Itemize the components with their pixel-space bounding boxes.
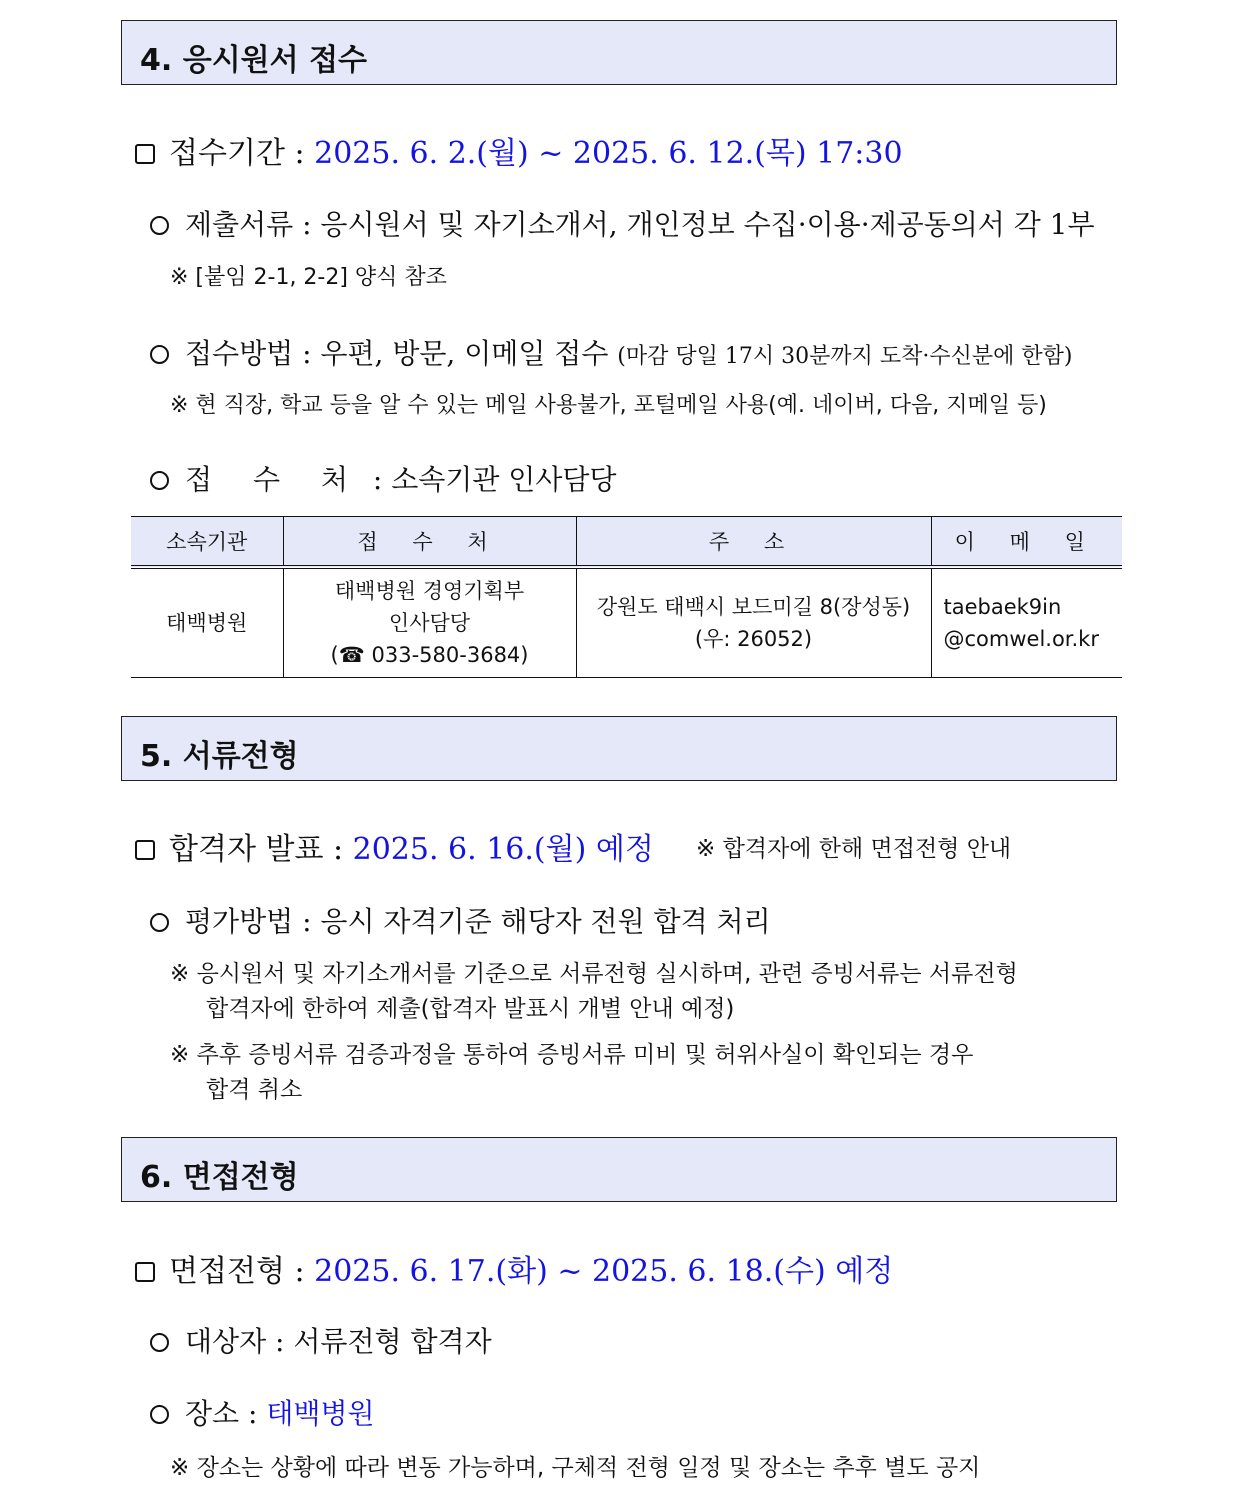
announce-note: ※ 합격자에 한해 면접전형 안내: [696, 836, 1012, 862]
target-text: 대상자 : 서류전형 합격자: [185, 1325, 492, 1358]
circle-bullet-icon: [150, 471, 169, 490]
target-row: [150, 1320, 492, 1360]
announce-label: 합격자 발표 :: [169, 832, 353, 867]
place-note: ※ 장소는 상황에 따라 변동 가능하며, 구체적 전형 일정 및 장소는 추후 별도 공지: [170, 1455, 981, 1481]
section-5-header: [121, 716, 1117, 781]
receiver-label: 접 수 처: [185, 463, 364, 496]
receipt-period-row: [135, 128, 903, 172]
circle-bullet-icon: [150, 216, 169, 235]
section-4-header: [121, 20, 1117, 85]
section-5-title: 5. 서류전형: [140, 739, 299, 774]
table-header-cell: 접 수 처: [283, 517, 576, 568]
org-cell: 태백병원: [131, 567, 283, 678]
eval-text: 평가방법 : 응시 자격기준 해당자 전원 합격 처리: [185, 905, 771, 938]
circle-bullet-icon: [150, 1333, 169, 1352]
receipt-period-label: 접수기간 :: [169, 136, 315, 171]
eval-row: [150, 900, 771, 940]
receiver-value: : 소속기관 인사담당: [363, 463, 617, 496]
receiver-row: [150, 458, 616, 498]
circle-bullet-icon: [150, 913, 169, 932]
eval-note-2-line-1: ※ 추후 증빙서류 검증과정을 통하여 증빙서류 미비 및 허위사실이 확인되는 경우: [170, 1042, 974, 1068]
place-row: [150, 1392, 375, 1432]
section-6-header: [121, 1137, 1117, 1202]
table-row: [131, 567, 1122, 678]
square-bullet-icon: [135, 144, 155, 164]
eval-note-1-line-2: 합격자에 한하여 제출(합격자 발표시 개별 안내 예정): [206, 996, 735, 1022]
documents-text: 제출서류 : 응시원서 및 자기소개서, 개인정보 수집·이용·제공동의서 각 1부: [185, 208, 1095, 241]
table-header-cell: 주 소: [576, 517, 931, 568]
method-note: ※ 현 직장, 학교 등을 알 수 있는 메일 사용불가, 포털메일 사용(예. 네이버, 다음, 지메일 등): [170, 393, 1047, 418]
section-6-title: 6. 면접전형: [140, 1160, 299, 1195]
section-4-title: 4. 응시원서 접수: [140, 43, 368, 78]
circle-bullet-icon: [150, 1405, 169, 1424]
announce-value: 2025. 6. 16.(월) 예정: [352, 832, 654, 867]
place-label: 장소 :: [185, 1397, 267, 1430]
table-header-row: [131, 517, 1122, 568]
documents-note: ※ [붙임 2-1, 2-2] 양식 참조: [170, 265, 447, 290]
interview-label: 면접전형 :: [169, 1254, 315, 1289]
method-row: [150, 332, 1072, 372]
eval-note-1-line-1: ※ 응시원서 및 자기소개서를 기준으로 서류전형 실시하며, 관련 증빙서류는 서류전형: [170, 961, 1018, 987]
table-header-cell: 이 메 일: [931, 517, 1122, 568]
email-cell: taebaek9in @comwel.or.kr: [931, 567, 1122, 678]
method-deadline-note: (마감 당일 17시 30분까지 도착·수신분에 한함): [617, 344, 1073, 369]
receiver-table: [131, 516, 1122, 678]
method-label: 접수방법 : 우편, 방문, 이메일 접수: [185, 337, 609, 370]
interview-value: 2025. 6. 17.(화) ~ 2025. 6. 18.(수) 예정: [314, 1254, 894, 1289]
circle-bullet-icon: [150, 345, 169, 364]
receipt-period-value: 2025. 6. 2.(월) ~ 2025. 6. 12.(목) 17:30: [314, 136, 903, 171]
square-bullet-icon: [135, 840, 155, 860]
receiver-cell: 태백병원 경영기획부 인사담당 (☎ 033-580-3684): [283, 567, 576, 678]
address-cell: 강원도 태백시 보드미길 8(장성동) (우: 26052): [576, 567, 931, 678]
eval-note-2-line-2: 합격 취소: [206, 1077, 303, 1103]
announce-row: [135, 824, 654, 868]
documents-row: [150, 203, 1095, 243]
interview-row: [135, 1246, 893, 1290]
square-bullet-icon: [135, 1262, 155, 1282]
table-header-cell: 소속기관: [131, 517, 283, 568]
place-value: 태백병원: [266, 1397, 375, 1430]
